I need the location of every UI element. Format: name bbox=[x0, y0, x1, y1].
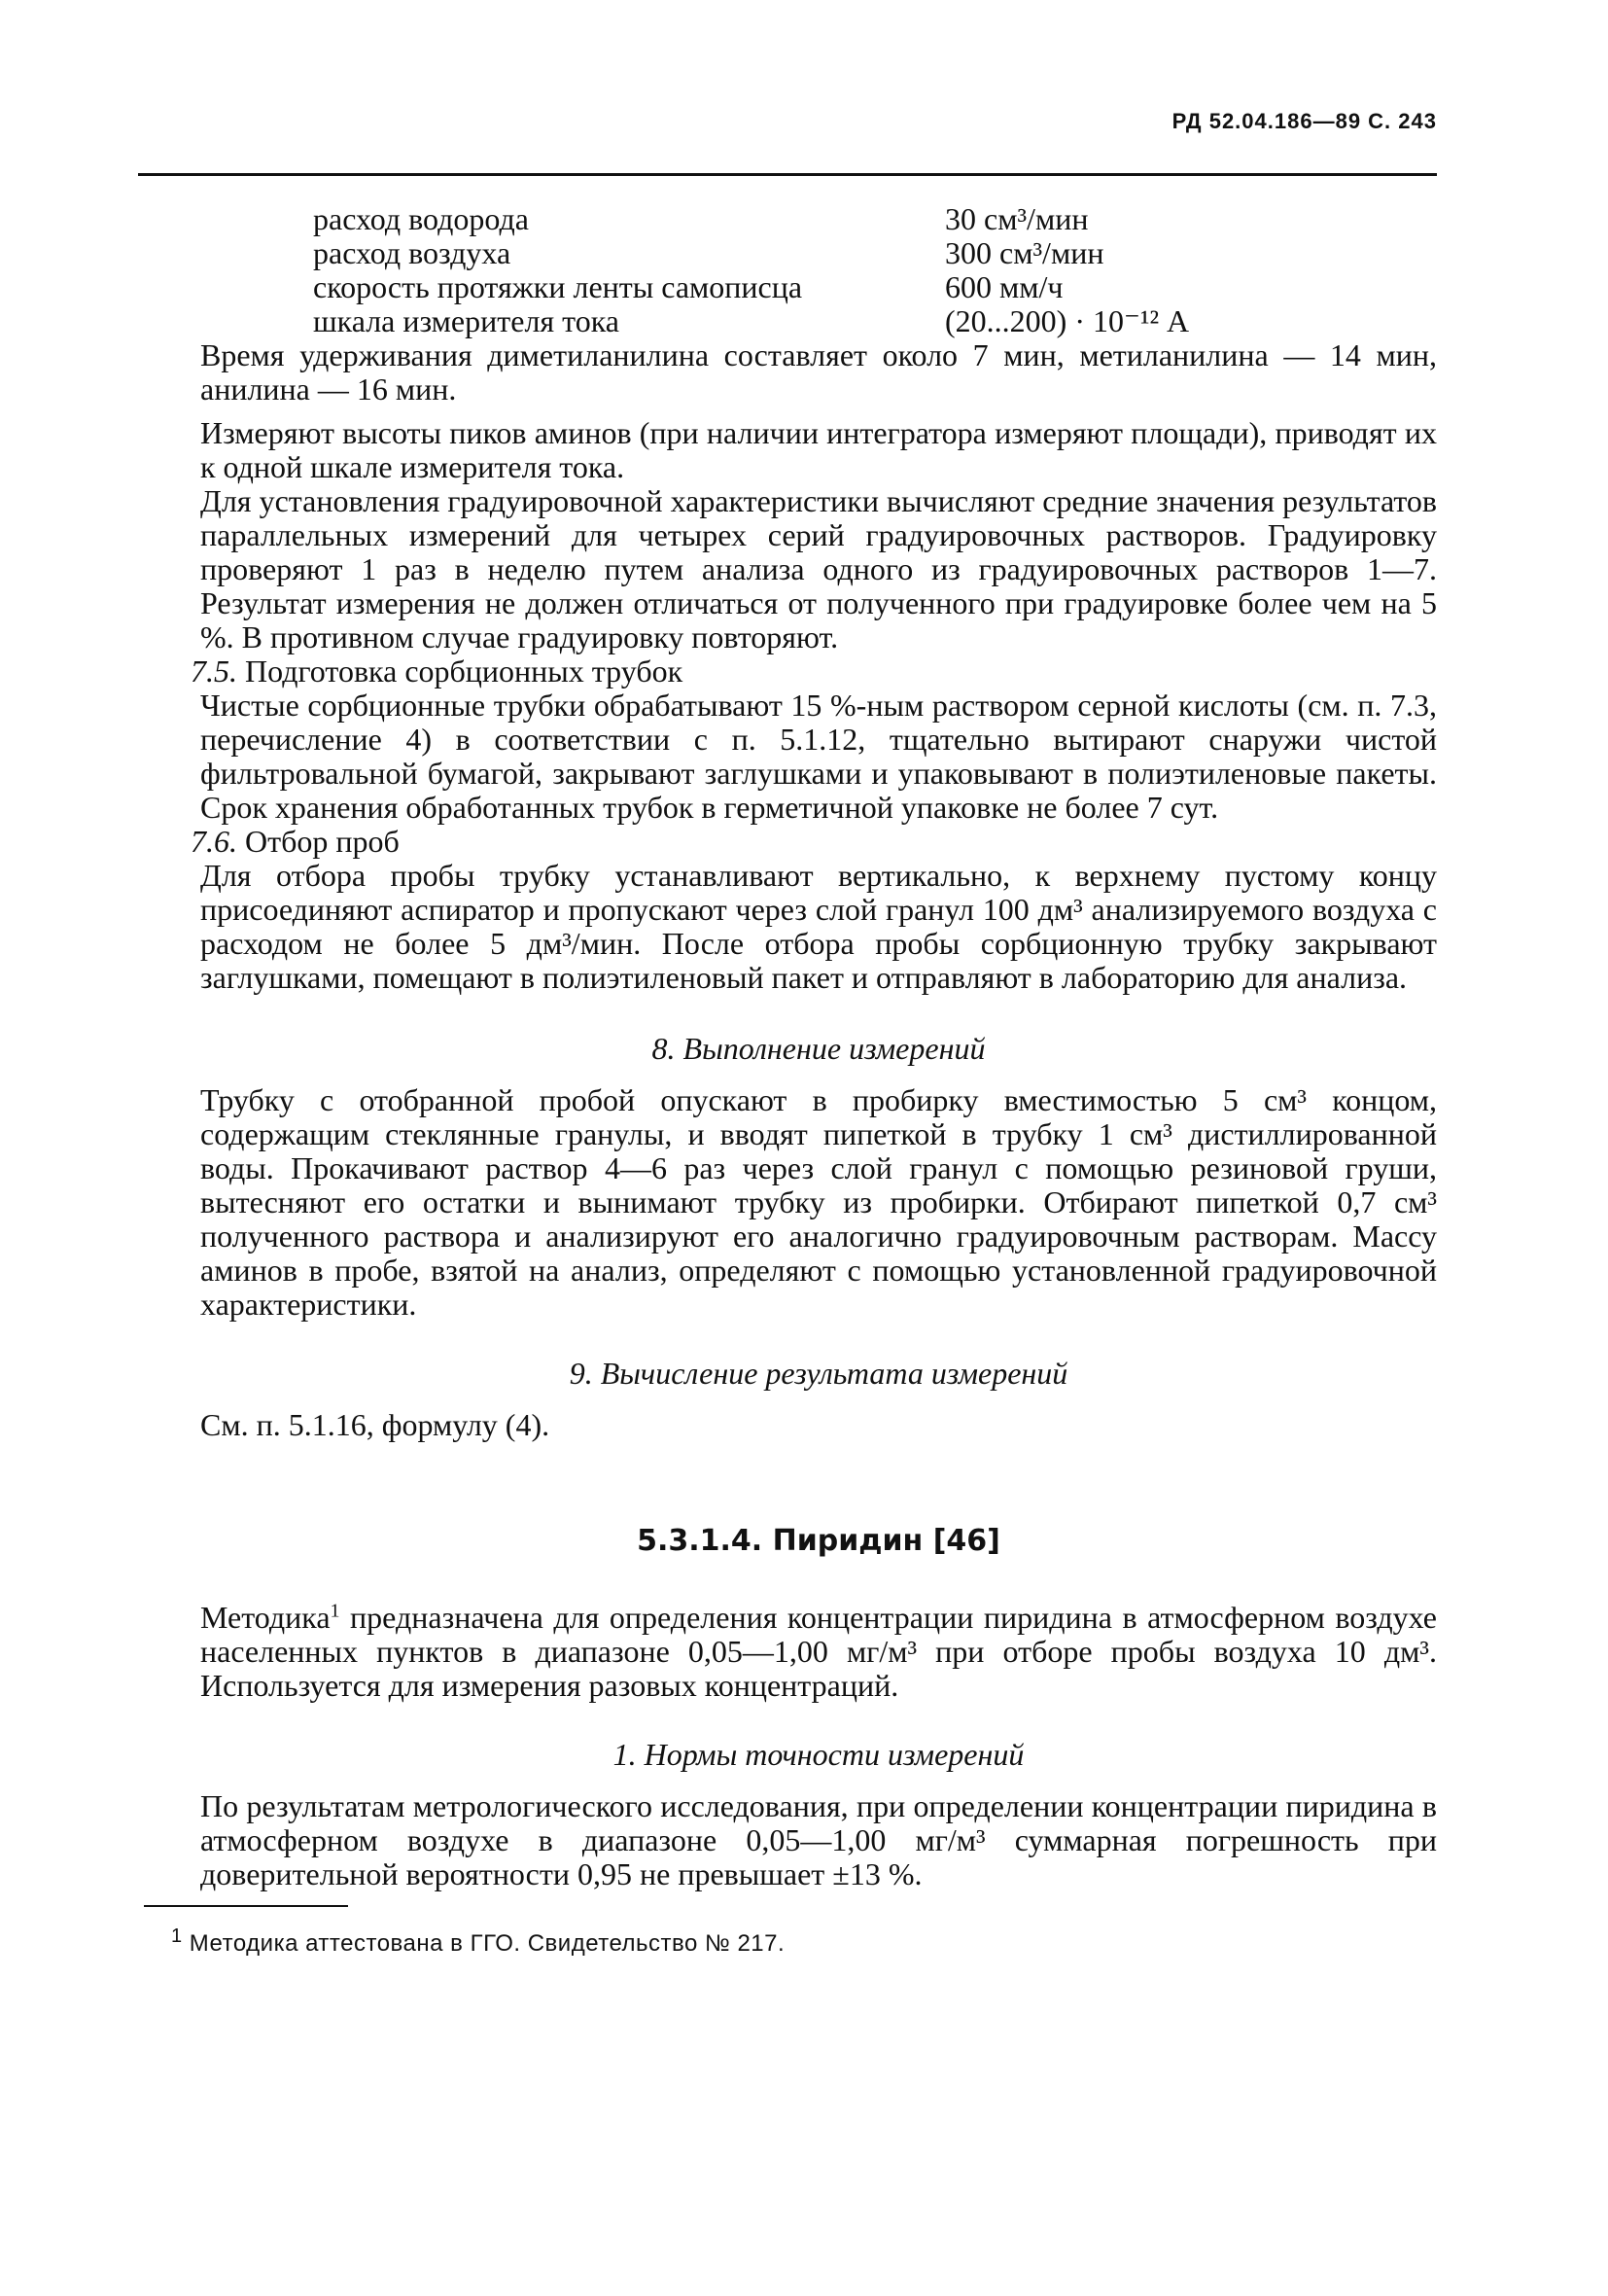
retention-paragraph: Время удерживания диметиланилина составляет около 7 мин, метиланилина — 14 мин, анилина — 16 мин. bbox=[200, 337, 1437, 406]
parameter-name: скорость протяжки ленты самописца bbox=[313, 269, 803, 304]
item-number: 7.6. bbox=[191, 824, 237, 859]
calibration-paragraph: Для установления градуировочной характеристики вычисляют средние значения результатов параллельных измерений для четырех серий градуировочных растворов. Градуировку проверяют 1 раз в неделю путем анализа одного из градуировочных растворов 1—7. Результат измерения не должен отличаться от полученного при градуировке более чем на 5 %. В противном случае градуировку повторяют. bbox=[200, 483, 1437, 654]
parameter-value: 300 см³/мин bbox=[945, 235, 1104, 270]
peaks-paragraph: Измеряют высоты пиков аминов (при наличии интегратора измеряют площади), приводят их к одной шкале измерителя тока. bbox=[200, 415, 1437, 484]
parameter-row bbox=[313, 236, 1266, 270]
parameter-row bbox=[313, 202, 1266, 236]
item-7-6-text: Для отбора пробы трубку устанавливают вертикально, к верхнему пустому концу присоединяют аспиратор и пропускают через слой гранул 100 дм³ анализируемого воздуха с расходом не более 5 дм³/мин. После отбора пробы сорбционную трубку закрывают заглушками, помещают в полиэтиленовый пакет и отправляют в лабораторию для анализа. bbox=[200, 858, 1437, 995]
section-5314-heading: 5.3.1.4. Пиридин [46] bbox=[637, 1524, 1000, 1558]
item-title: Отбор проб bbox=[245, 824, 400, 859]
section-9-text: См. п. 5.1.16, формулу (4). bbox=[200, 1407, 550, 1442]
parameter-value: 30 см³/мин bbox=[945, 201, 1089, 236]
header-rule bbox=[138, 173, 1437, 176]
footnote-mark: 1 bbox=[171, 1925, 183, 1947]
footnote-text: Методика аттестована в ГГО. Свидетельство № 217. bbox=[189, 1930, 786, 1957]
section-1-heading: 1. Нормы точности измерений bbox=[612, 1737, 1025, 1772]
item-title: Подготовка сорбционных трубок bbox=[245, 653, 683, 689]
item-7-5-text: Чистые сорбционные трубки обрабатывают 15 %-ным раствором серной кислоты (см. п. 7.3, перечисление 4) в соответствии с п. 5.1.12, тщательно вытирают снаружи чистой фильтровальной бумагой, закрывают заглушками и упаковывают в полиэтиленовые пакеты. Срок хранения обработанных трубок в герметичной упаковке не более 7 сут. bbox=[200, 688, 1437, 825]
footnote-rule bbox=[144, 1905, 348, 1907]
parameter-value: (20...200) · 10⁻¹² А bbox=[945, 303, 1190, 338]
page-content bbox=[171, 201, 1437, 1960]
item-number: 7.5. bbox=[191, 653, 237, 689]
footnote-ref: 1 bbox=[330, 1600, 340, 1622]
section-5314-text bbox=[200, 1601, 1437, 1703]
parameter-row bbox=[313, 270, 1266, 304]
section-9-heading: 9. Вычисление результата измерений bbox=[569, 1356, 1068, 1391]
running-header: РД 52.04.186—89 С. 243 bbox=[1171, 109, 1437, 133]
section-1-text: По результатам метрологического исследования, при определении концентрации пиридина в атмосферном воздухе в диапазоне 0,05—1,00 мг/м³ суммарная погрешность при доверительной вероятности 0,95 не превышает ±13 %. bbox=[200, 1788, 1437, 1891]
item-7-5-heading bbox=[191, 654, 1437, 689]
intro-word: Методика bbox=[200, 1600, 331, 1635]
parameter-table bbox=[313, 202, 1266, 338]
parameter-row bbox=[313, 304, 1266, 338]
section-8-text: Трубку с отобранной пробой опускают в пробирку вместимостью 5 см³ концом, содержащим стеклянные гранулы, и вводят пипеткой в трубку 1 см³ дистиллированной воды. Прокачивают раствор 4—6 раз через слой гранул с помощью резиновой груши, вытесняют его остатки и вынимают трубку из пробирки. Отбирают пипеткой 0,7 см³ полученного раствора и анализируют его аналогично градуировочным растворам. Массу аминов в пробе, взятой на анализ, определяют с помощью установленной градуировочной характеристики. bbox=[200, 1082, 1437, 1322]
intro-rest: предназначена для определения концентрации пиридина в атмосферном воздухе населенных пунктов в диапазоне 0,05—1,00 мг/м³ при отборе пробы воздуха 10 дм³. Используется для измерения разовых концентраций. bbox=[200, 1600, 1437, 1703]
item-7-6-heading bbox=[191, 825, 1437, 859]
parameter-name: расход водорода bbox=[313, 201, 529, 236]
footnote bbox=[171, 1926, 1437, 1960]
parameter-name: шкала измерителя тока bbox=[313, 303, 619, 338]
section-8-heading: 8. Выполнение измерений bbox=[651, 1031, 986, 1066]
parameter-value: 600 мм/ч bbox=[945, 269, 1064, 304]
parameter-name: расход воздуха bbox=[313, 235, 511, 270]
